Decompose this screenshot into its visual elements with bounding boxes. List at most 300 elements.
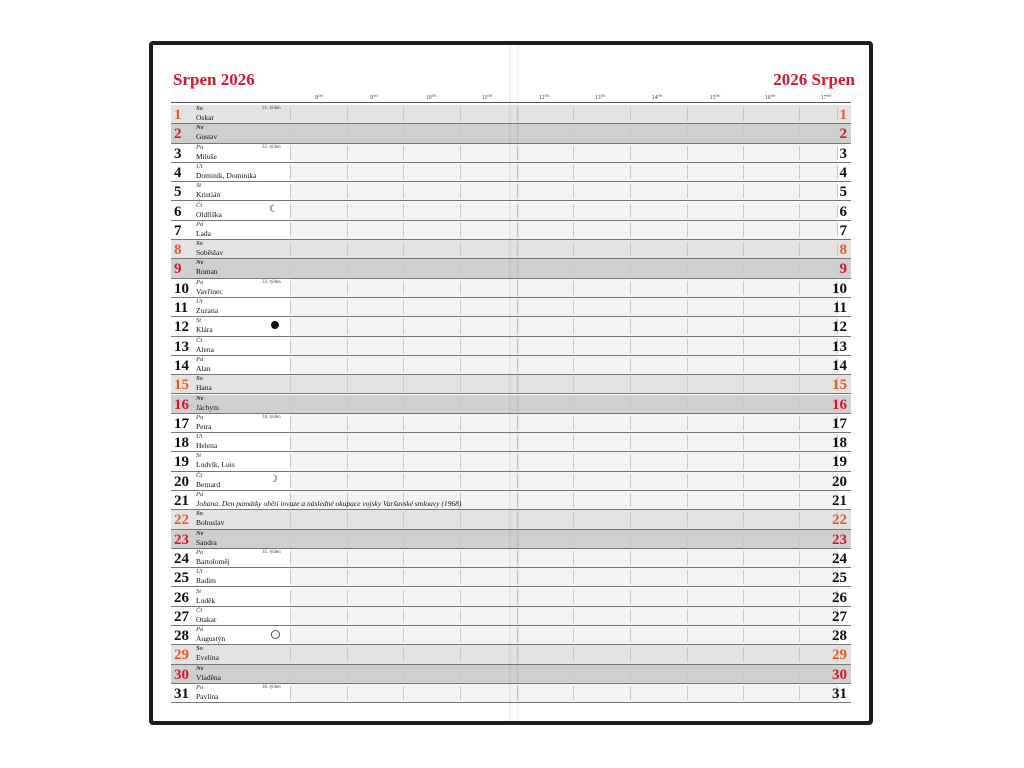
slot-divider bbox=[347, 551, 348, 565]
time-slot-area[interactable] bbox=[290, 472, 837, 490]
slot-divider bbox=[630, 551, 631, 565]
day-number-right: 19 bbox=[832, 454, 847, 471]
time-slot-area[interactable] bbox=[290, 298, 837, 316]
slot-divider bbox=[403, 397, 404, 411]
slot-divider bbox=[687, 512, 688, 526]
slot-divider bbox=[460, 358, 461, 372]
slot-divider bbox=[460, 397, 461, 411]
slot-divider bbox=[743, 165, 744, 179]
day-row[interactable] bbox=[171, 665, 851, 684]
slot-divider bbox=[290, 261, 291, 275]
day-number-right: 18 bbox=[832, 435, 847, 452]
slot-divider bbox=[630, 319, 631, 333]
nameday-label: Klára bbox=[196, 325, 213, 335]
slot-divider bbox=[687, 474, 688, 488]
time-slot-area[interactable] bbox=[290, 684, 837, 702]
slot-divider bbox=[290, 165, 291, 179]
slot-divider bbox=[290, 532, 291, 546]
nameday-label: Bartoloměj bbox=[196, 556, 230, 566]
slot-divider bbox=[573, 512, 574, 526]
slot-divider bbox=[403, 184, 404, 198]
slot-divider bbox=[403, 474, 404, 488]
weekday-abbr: Čt bbox=[196, 471, 203, 479]
slot-divider bbox=[837, 126, 838, 140]
slot-divider bbox=[403, 590, 404, 604]
day-number-right: 28 bbox=[832, 628, 847, 645]
time-slot-area[interactable] bbox=[290, 144, 837, 162]
slot-divider bbox=[573, 493, 574, 507]
slot-divider bbox=[403, 416, 404, 430]
slot-divider bbox=[347, 590, 348, 604]
slot-divider bbox=[290, 512, 291, 526]
hour-label: 17⁰⁰ bbox=[820, 95, 832, 101]
slot-divider bbox=[687, 628, 688, 642]
slot-divider bbox=[460, 551, 461, 565]
day-number-right: 23 bbox=[832, 531, 847, 548]
slot-divider bbox=[347, 204, 348, 218]
nameday-label: Hana bbox=[196, 383, 212, 393]
nameday-label: Miluše bbox=[196, 151, 217, 161]
slot-divider bbox=[347, 146, 348, 160]
day-number-left: 13 bbox=[174, 338, 189, 355]
slot-divider bbox=[460, 628, 461, 642]
slot-divider bbox=[460, 532, 461, 546]
slot-divider bbox=[743, 107, 744, 121]
slot-divider bbox=[573, 358, 574, 372]
slot-divider bbox=[290, 184, 291, 198]
slot-divider bbox=[743, 532, 744, 546]
slot-divider bbox=[347, 358, 348, 372]
nameday-label: Evelína bbox=[196, 653, 219, 663]
slot-divider bbox=[290, 570, 291, 584]
slot-divider bbox=[403, 358, 404, 372]
slot-divider bbox=[799, 532, 800, 546]
day-number-left: 4 bbox=[174, 164, 182, 181]
time-slot-area[interactable] bbox=[290, 414, 837, 432]
day-row[interactable] bbox=[171, 645, 851, 664]
slot-divider bbox=[799, 281, 800, 295]
slot-divider bbox=[347, 686, 348, 700]
day-row[interactable] bbox=[171, 607, 851, 626]
hour-label: 14⁰⁰ bbox=[651, 95, 663, 101]
slot-divider bbox=[460, 165, 461, 179]
hour-label: 11⁰⁰ bbox=[481, 95, 493, 101]
weekday-abbr: St bbox=[196, 182, 202, 190]
slot-divider bbox=[347, 397, 348, 411]
day-row[interactable] bbox=[171, 317, 851, 336]
day-row[interactable] bbox=[171, 452, 851, 471]
slot-divider bbox=[290, 454, 291, 468]
slot-divider bbox=[403, 512, 404, 526]
slot-divider bbox=[799, 628, 800, 642]
slot-divider bbox=[687, 570, 688, 584]
slot-divider bbox=[347, 339, 348, 353]
day-number-left: 21 bbox=[174, 493, 189, 509]
slot-divider bbox=[517, 570, 518, 584]
slot-divider bbox=[743, 416, 744, 430]
day-row[interactable] bbox=[171, 337, 851, 356]
slot-divider bbox=[403, 281, 404, 295]
slot-divider bbox=[517, 204, 518, 218]
time-slot-area[interactable] bbox=[290, 588, 837, 606]
slot-divider bbox=[460, 184, 461, 198]
weekday-abbr: Ne bbox=[196, 124, 204, 132]
day-row[interactable] bbox=[171, 472, 851, 491]
slot-divider bbox=[743, 300, 744, 314]
slot-divider bbox=[630, 358, 631, 372]
slot-divider bbox=[460, 300, 461, 314]
slot-divider bbox=[347, 532, 348, 546]
time-slot-area[interactable] bbox=[290, 317, 837, 335]
day-row[interactable] bbox=[171, 240, 851, 259]
weekday-abbr: Út bbox=[196, 568, 203, 576]
slot-divider bbox=[460, 377, 461, 391]
slot-divider bbox=[630, 184, 631, 198]
slot-divider bbox=[403, 242, 404, 256]
slot-divider bbox=[460, 223, 461, 237]
slot-divider bbox=[687, 397, 688, 411]
nameday-label: Bernard bbox=[196, 479, 221, 489]
slot-divider bbox=[573, 339, 574, 353]
day-number-left: 11 bbox=[174, 300, 189, 316]
slot-divider bbox=[799, 242, 800, 256]
planner-page bbox=[153, 45, 869, 721]
nameday-label: Radim bbox=[196, 576, 216, 586]
day-number-right: 30 bbox=[832, 666, 847, 683]
slot-divider bbox=[687, 339, 688, 353]
weekday-abbr: Čt bbox=[196, 201, 203, 209]
day-number-left: 24 bbox=[174, 550, 189, 567]
nameday-label: Kristián bbox=[196, 190, 221, 200]
slot-divider bbox=[573, 590, 574, 604]
slot-divider bbox=[290, 435, 291, 449]
slot-divider bbox=[517, 416, 518, 430]
time-slot-area[interactable] bbox=[290, 568, 837, 586]
slot-divider bbox=[687, 126, 688, 140]
slot-divider bbox=[743, 358, 744, 372]
week-number: 31. týden bbox=[262, 106, 281, 111]
weekday-abbr: Út bbox=[196, 433, 203, 441]
slot-divider bbox=[799, 126, 800, 140]
day-number-right: 1 bbox=[839, 107, 847, 123]
nameday-label: Otakar bbox=[196, 614, 217, 624]
slot-divider bbox=[799, 184, 800, 198]
hour-label: 13⁰⁰ bbox=[594, 95, 606, 101]
slot-divider bbox=[687, 590, 688, 604]
slot-divider bbox=[517, 397, 518, 411]
day-number-right: 5 bbox=[839, 184, 847, 201]
day-number-left: 22 bbox=[174, 512, 189, 529]
slot-divider bbox=[630, 454, 631, 468]
slot-divider bbox=[743, 667, 744, 681]
slot-divider bbox=[347, 165, 348, 179]
slot-divider bbox=[837, 184, 838, 198]
weekday-abbr: So bbox=[196, 375, 203, 383]
time-slot-area[interactable] bbox=[290, 221, 837, 239]
slot-divider bbox=[799, 165, 800, 179]
slot-divider bbox=[347, 107, 348, 121]
slot-divider bbox=[573, 628, 574, 642]
slot-divider bbox=[517, 146, 518, 160]
time-slot-area[interactable] bbox=[290, 433, 837, 451]
slot-divider bbox=[403, 609, 404, 623]
day-number-left: 29 bbox=[174, 647, 189, 664]
slot-divider bbox=[743, 281, 744, 295]
slot-divider bbox=[573, 319, 574, 333]
time-slot-area[interactable] bbox=[290, 163, 837, 181]
nameday-label: Roman bbox=[196, 267, 218, 277]
day-row[interactable] bbox=[171, 279, 851, 298]
slot-divider bbox=[403, 686, 404, 700]
slot-divider bbox=[837, 242, 838, 256]
day-number-left: 27 bbox=[174, 608, 189, 625]
week-number: 33. týden bbox=[262, 279, 281, 285]
slot-divider bbox=[290, 377, 291, 391]
weekday-abbr: Ne bbox=[196, 529, 204, 537]
moon-new-icon bbox=[271, 321, 279, 329]
slot-divider bbox=[573, 165, 574, 179]
day-number-left: 5 bbox=[174, 184, 182, 201]
slot-divider bbox=[460, 435, 461, 449]
day-row[interactable] bbox=[171, 124, 851, 143]
slot-divider bbox=[573, 204, 574, 218]
slot-divider bbox=[517, 667, 518, 681]
slot-divider bbox=[630, 204, 631, 218]
day-number-right: 11 bbox=[832, 300, 847, 316]
slot-divider bbox=[799, 551, 800, 565]
day-row[interactable] bbox=[171, 626, 851, 645]
day-number-right: 12 bbox=[832, 319, 847, 336]
nameday-label: Lada bbox=[196, 228, 211, 238]
time-slot-area[interactable] bbox=[290, 607, 837, 625]
slot-divider bbox=[573, 454, 574, 468]
slot-divider bbox=[687, 165, 688, 179]
day-row[interactable] bbox=[171, 414, 851, 433]
slot-divider bbox=[403, 570, 404, 584]
day-row[interactable] bbox=[171, 375, 851, 394]
day-row[interactable] bbox=[171, 298, 851, 317]
weekday-abbr: Pá bbox=[196, 220, 204, 228]
day-number-left: 20 bbox=[174, 473, 189, 490]
slot-divider bbox=[687, 223, 688, 237]
day-number-right: 25 bbox=[832, 570, 847, 587]
slot-divider bbox=[799, 667, 800, 681]
time-slot-area[interactable] bbox=[290, 202, 837, 220]
time-slot-area[interactable] bbox=[290, 626, 837, 644]
time-slot-area[interactable] bbox=[290, 549, 837, 567]
slot-divider bbox=[517, 300, 518, 314]
slot-divider bbox=[573, 377, 574, 391]
slot-divider bbox=[460, 204, 461, 218]
day-number-right: 20 bbox=[832, 473, 847, 490]
slot-divider bbox=[630, 397, 631, 411]
header-rule bbox=[171, 102, 851, 103]
hour-label: 15⁰⁰ bbox=[709, 95, 721, 101]
slot-divider bbox=[799, 300, 800, 314]
weekday-abbr: Po bbox=[196, 413, 204, 421]
slot-divider bbox=[687, 532, 688, 546]
day-number-right: 13 bbox=[832, 338, 847, 355]
slot-divider bbox=[687, 358, 688, 372]
slot-divider bbox=[517, 242, 518, 256]
weekday-abbr: St bbox=[196, 317, 202, 325]
slot-divider bbox=[517, 609, 518, 623]
moon-last-quarter-icon: ☾ bbox=[269, 203, 278, 215]
slot-divider bbox=[799, 358, 800, 372]
time-slot-area[interactable] bbox=[290, 337, 837, 355]
nameday-label: Vladěna bbox=[196, 672, 221, 682]
slot-divider bbox=[687, 300, 688, 314]
slot-divider bbox=[347, 454, 348, 468]
slot-divider bbox=[460, 686, 461, 700]
slot-divider bbox=[573, 435, 574, 449]
weekday-abbr: Pá bbox=[196, 626, 204, 634]
slot-divider bbox=[517, 165, 518, 179]
weekday-abbr: Ne bbox=[196, 259, 204, 267]
slot-divider bbox=[837, 107, 838, 121]
slot-divider bbox=[573, 647, 574, 661]
slot-divider bbox=[630, 647, 631, 661]
slot-divider bbox=[799, 570, 800, 584]
day-row[interactable] bbox=[171, 491, 851, 510]
slot-divider bbox=[799, 416, 800, 430]
day-row[interactable] bbox=[171, 510, 851, 529]
slot-divider bbox=[687, 107, 688, 121]
slot-divider bbox=[517, 686, 518, 700]
slot-divider bbox=[460, 261, 461, 275]
slot-divider bbox=[517, 184, 518, 198]
slot-divider bbox=[743, 126, 744, 140]
slot-divider bbox=[460, 416, 461, 430]
weekday-abbr: Pá bbox=[196, 491, 204, 498]
slot-divider bbox=[743, 397, 744, 411]
slot-divider bbox=[837, 204, 838, 218]
day-number-right: 9 bbox=[839, 261, 847, 278]
slot-divider bbox=[630, 165, 631, 179]
slot-divider bbox=[347, 416, 348, 430]
slot-divider bbox=[573, 300, 574, 314]
day-row[interactable] bbox=[171, 588, 851, 607]
weekday-abbr: St bbox=[196, 587, 202, 595]
day-row[interactable] bbox=[171, 530, 851, 549]
day-number-left: 30 bbox=[174, 666, 189, 683]
slot-divider bbox=[290, 358, 291, 372]
slot-divider bbox=[517, 377, 518, 391]
slot-divider bbox=[403, 647, 404, 661]
day-row[interactable] bbox=[171, 684, 851, 703]
slot-divider bbox=[347, 242, 348, 256]
slot-divider bbox=[347, 628, 348, 642]
slot-divider bbox=[290, 300, 291, 314]
slot-divider bbox=[743, 261, 744, 275]
day-number-right: 4 bbox=[839, 164, 847, 181]
slot-divider bbox=[347, 300, 348, 314]
day-number-right: 29 bbox=[832, 647, 847, 664]
slot-divider bbox=[630, 686, 631, 700]
slot-divider bbox=[630, 126, 631, 140]
weekday-abbr: Út bbox=[196, 298, 203, 305]
slot-divider bbox=[460, 454, 461, 468]
weekday-abbr: So bbox=[196, 645, 203, 653]
day-row[interactable] bbox=[171, 182, 851, 201]
slot-divider bbox=[630, 667, 631, 681]
weekday-abbr: Po bbox=[196, 143, 204, 151]
slot-divider bbox=[687, 647, 688, 661]
day-number-right: 15 bbox=[832, 377, 847, 394]
slot-divider bbox=[743, 146, 744, 160]
slot-divider bbox=[460, 146, 461, 160]
slot-divider bbox=[743, 647, 744, 661]
weekday-abbr: Ne bbox=[196, 664, 204, 672]
day-number-right: 14 bbox=[832, 357, 847, 374]
day-row[interactable] bbox=[171, 568, 851, 587]
nameday-label: Augustýn bbox=[196, 634, 226, 644]
day-number-right: 17 bbox=[832, 415, 847, 432]
slot-divider bbox=[460, 339, 461, 353]
slot-divider bbox=[347, 377, 348, 391]
time-slot-area[interactable] bbox=[290, 279, 837, 297]
day-row[interactable] bbox=[171, 221, 851, 240]
day-row[interactable] bbox=[171, 202, 851, 221]
slot-divider bbox=[687, 667, 688, 681]
time-slot-area[interactable] bbox=[290, 182, 837, 200]
slot-divider bbox=[799, 493, 800, 507]
slot-divider bbox=[290, 590, 291, 604]
slot-divider bbox=[403, 454, 404, 468]
day-number-left: 14 bbox=[174, 357, 189, 374]
slot-divider bbox=[573, 397, 574, 411]
slot-divider bbox=[573, 416, 574, 430]
slot-divider bbox=[290, 628, 291, 642]
slot-divider bbox=[799, 107, 800, 121]
time-slot-area[interactable] bbox=[290, 452, 837, 470]
slot-divider bbox=[517, 454, 518, 468]
slot-divider bbox=[403, 165, 404, 179]
slot-divider bbox=[347, 184, 348, 198]
day-row[interactable] bbox=[171, 356, 851, 375]
day-row[interactable] bbox=[171, 259, 851, 278]
nameday-label: Jáchym bbox=[196, 402, 219, 412]
day-row[interactable] bbox=[171, 105, 851, 124]
slot-divider bbox=[573, 281, 574, 295]
day-row[interactable] bbox=[171, 144, 851, 163]
time-slot-area[interactable] bbox=[290, 356, 837, 374]
week-number: 32. týden bbox=[262, 144, 281, 150]
day-row[interactable] bbox=[171, 395, 851, 414]
nameday-label: Oskar bbox=[196, 113, 214, 122]
slot-divider bbox=[630, 474, 631, 488]
nameday-label: Helena bbox=[196, 441, 218, 451]
weekday-abbr: Pá bbox=[196, 355, 204, 363]
slot-divider bbox=[290, 107, 291, 121]
slot-divider bbox=[403, 204, 404, 218]
slot-divider bbox=[517, 126, 518, 140]
weekday-abbr: Po bbox=[196, 548, 204, 556]
slot-divider bbox=[630, 435, 631, 449]
slot-divider bbox=[517, 474, 518, 488]
day-row[interactable] bbox=[171, 549, 851, 568]
day-row[interactable] bbox=[171, 163, 851, 182]
slot-divider bbox=[687, 416, 688, 430]
slot-divider bbox=[517, 435, 518, 449]
slot-divider bbox=[290, 609, 291, 623]
slot-divider bbox=[799, 512, 800, 526]
slot-divider bbox=[743, 242, 744, 256]
day-row[interactable] bbox=[171, 433, 851, 452]
slot-divider bbox=[517, 647, 518, 661]
weekday-abbr: Čt bbox=[196, 606, 203, 614]
hour-label: 8⁰⁰ bbox=[315, 95, 323, 101]
